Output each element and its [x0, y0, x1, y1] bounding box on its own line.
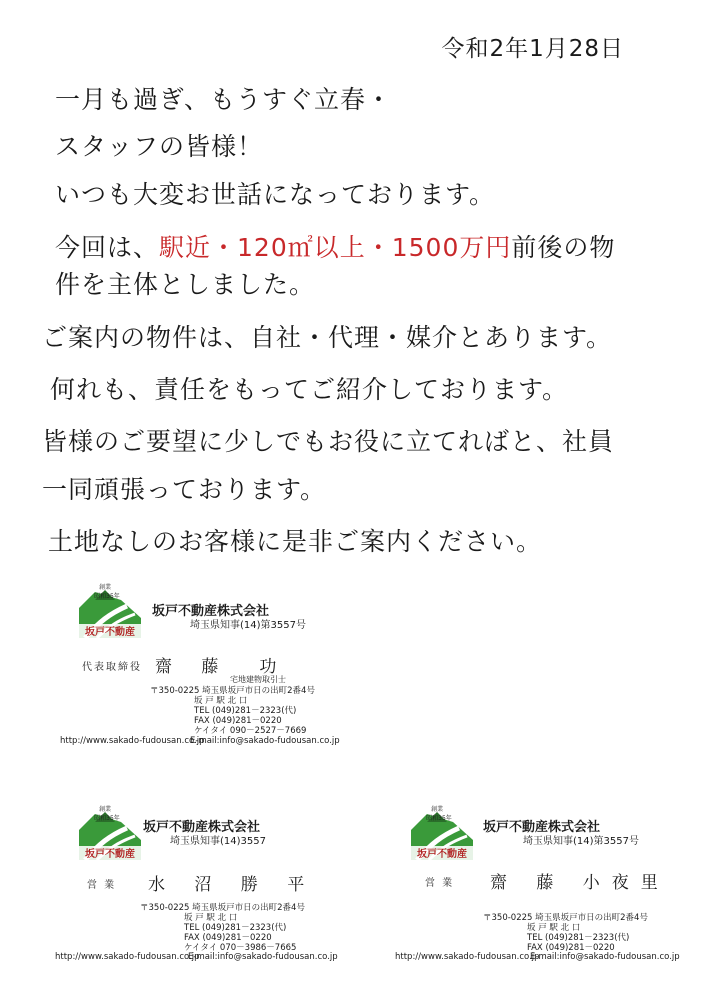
svg-text:創業: 創業: [98, 806, 112, 813]
contact-address: [140, 903, 305, 953]
phone-line: TEL (049)281－2323(代): [184, 923, 287, 933]
business-card-2: [55, 800, 338, 970]
svg-text:創業: 創業: [98, 584, 112, 591]
address-line: 〒350-0225 埼玉県坂戸市日の出町2番4号: [140, 903, 305, 913]
company-name: 坂戸不動産株式会社: [143, 820, 261, 835]
svg-text:創業: 創業: [430, 806, 444, 813]
website-url: http://www.sakado-fudousan.co.jp: [60, 736, 205, 746]
contact-address: [483, 913, 648, 953]
phone-line: TEL (049)281－2323(代): [527, 933, 630, 943]
person-role: 営 業: [87, 880, 117, 891]
mobile-line: ケイタイ 070－3986－7665: [184, 943, 297, 953]
company-logo: [407, 800, 477, 864]
highlight-suffix: 前後の物: [511, 233, 616, 262]
person-name: 水 沼 勝 平: [148, 875, 317, 895]
letter-line-1: 一月も過ぎ、もうすぐ立春・: [55, 85, 393, 114]
letter-date: 令和2年1月28日: [441, 36, 624, 62]
letter-line-3: いつも大変お世話になっております。: [55, 180, 496, 209]
email-address: E-mail:info@sakado-fudousan.co.jp: [188, 952, 338, 962]
svg-text:坂戸不動産: 坂戸不動産: [85, 849, 135, 860]
letter-line-6: 何れも、責任をもってご紹介しております。: [50, 375, 569, 404]
letter-line-4: 件を主体としました。: [55, 270, 316, 299]
letter-line-9: 土地なしのお客様に是非ご案内ください。: [48, 527, 543, 556]
fax-line: FAX (049)281－0220: [527, 943, 615, 953]
mobile-line: ケイタイ 090－2527－7669: [194, 726, 307, 736]
letter-line-8: 一同頑張っております。: [42, 475, 327, 504]
highlight-conditions: 駅近・120㎡以上・1500万円: [159, 233, 512, 262]
company-name: 坂戸不動産株式会社: [152, 604, 270, 619]
email-address: E-mail:info@sakado-fudousan.co.jp: [530, 952, 680, 962]
business-card-1: [60, 578, 360, 748]
svg-text:昭和35年: 昭和35年: [94, 815, 120, 822]
person-role: 営 業: [425, 878, 455, 889]
person-name: 齋 藤 功: [155, 657, 289, 677]
letter-line-7: 皆様のご要望に少しでもお役に立てればと、社員: [42, 427, 615, 456]
address-line: 坂 戸 駅 北 口: [184, 913, 238, 923]
svg-text:坂戸不動産: 坂戸不動産: [85, 627, 135, 638]
phone-line: TEL (049)281－2323(代): [194, 706, 297, 716]
website-url: http://www.sakado-fudousan.co.jp: [55, 952, 200, 962]
fax-line: FAX (049)281－0220: [184, 933, 272, 943]
person-name: 齋 藤 小夜里: [490, 873, 670, 893]
company-logo: [75, 800, 145, 864]
website-url: http://www.sakado-fudousan.co.jp: [395, 952, 540, 962]
letter-line-5: ご案内の物件は、自社・代理・媒介とあります。: [42, 323, 613, 352]
letter-line-2: スタッフの皆様！: [55, 132, 264, 161]
qualification: 宅地建物取引士: [230, 675, 286, 684]
svg-text:昭和35年: 昭和35年: [94, 593, 120, 600]
svg-text:坂戸不動産: 坂戸不動産: [417, 849, 467, 860]
letter-line-highlight: [55, 228, 615, 264]
svg-text:昭和35年: 昭和35年: [426, 815, 452, 822]
company-logo: [75, 578, 145, 642]
fax-line: FAX (049)281－0220: [194, 716, 282, 726]
license-number: 埼玉県知事(14)第3557号: [523, 836, 639, 847]
address-line: 〒350-0225 埼玉県坂戸市日の出町2番4号: [150, 686, 315, 696]
person-role: 代表取締役: [82, 662, 142, 673]
address-line: 坂 戸 駅 北 口: [194, 696, 248, 706]
email-address: E-mail:info@sakado-fudousan.co.jp: [190, 736, 340, 746]
license-number: 埼玉県知事(14)3557: [170, 836, 266, 847]
address-line: 坂 戸 駅 北 口: [527, 923, 581, 933]
company-name: 坂戸不動産株式会社: [483, 820, 601, 835]
address-line: 〒350-0225 埼玉県坂戸市日の出町2番4号: [483, 913, 648, 923]
highlight-prefix: 今回は、: [55, 233, 160, 262]
business-card-3: [395, 800, 680, 970]
license-number: 埼玉県知事(14)第3557号: [190, 620, 306, 631]
contact-address: [150, 686, 315, 736]
